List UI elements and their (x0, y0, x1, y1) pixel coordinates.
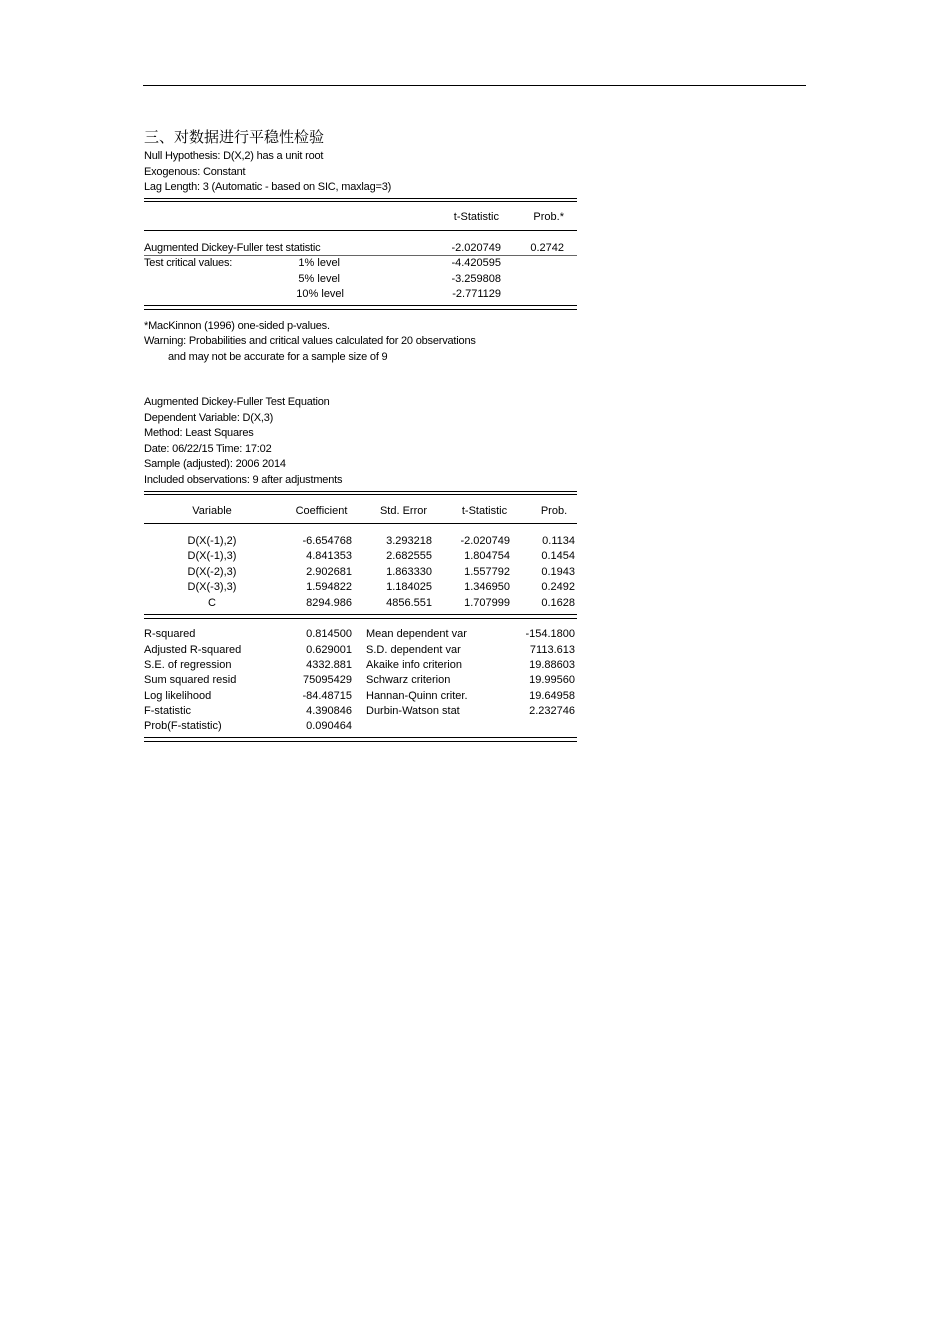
page-header-rule (143, 85, 806, 86)
coef-header-stderror: Std. Error (379, 505, 428, 517)
adf-level-1-value: -4.420595 (451, 257, 501, 269)
row-coefficient: -6.654768 (302, 535, 352, 547)
row-prob: 0.1134 (542, 535, 575, 547)
row-stderror: 3.293218 (386, 535, 432, 547)
stat-value: 75095429 (303, 674, 352, 686)
stat-label-right: Akaike info criterion (366, 659, 462, 671)
stat-label-right: Durbin-Watson stat (366, 705, 460, 717)
adf-table (144, 198, 577, 313)
stat-value-right: 7113.613 (529, 644, 575, 656)
adf-col-prob: Prob.* (533, 211, 564, 223)
stat-label: R-squared (144, 628, 196, 640)
row-stderror: 2.682555 (386, 550, 432, 562)
stat-label-right: Hannan-Quinn criter. (366, 690, 468, 702)
coef-header-rule (144, 523, 577, 524)
stat-value-right: 19.64958 (529, 690, 575, 702)
included-observations: Included observations: 9 after adjustments (144, 474, 343, 486)
adf-level-10-value: -2.771129 (452, 288, 501, 300)
adf-stat-rule (144, 255, 577, 256)
method: Method: Least Squares (144, 427, 254, 439)
sample: Sample (adjusted): 2006 2014 (144, 458, 286, 470)
stat-label-right: Mean dependent var (366, 628, 467, 640)
coef-top-rule (144, 491, 577, 495)
stat-label: S.E. of regression (144, 659, 232, 671)
adf-bottom-rule (144, 305, 577, 310)
row-prob: 0.2492 (541, 581, 575, 593)
exogenous: Exogenous: Constant (144, 166, 246, 178)
row-stderror: 1.184025 (386, 581, 432, 593)
adf-level-5-value: -3.259808 (451, 273, 501, 285)
adf-stat-value: -2.020749 (451, 242, 501, 254)
stat-value: 4.390846 (306, 705, 352, 717)
row-variable: D(X(-1),3) (187, 550, 237, 562)
stat-value-right: -154.1800 (525, 628, 575, 640)
coef-mid-rule (144, 614, 577, 619)
row-variable: D(X(-2),3) (187, 566, 237, 578)
row-prob: 0.1943 (541, 566, 575, 578)
stat-label: Prob(F-statistic) (144, 720, 222, 732)
dependent-variable: Dependent Variable: D(X,3) (144, 412, 274, 424)
adf-stat-prob: 0.2742 (530, 242, 564, 254)
row-variable: D(X(-3),3) (187, 581, 237, 593)
adf-header-rule (144, 230, 577, 231)
stat-value: 0.629001 (306, 644, 352, 656)
adf-stat-label: Augmented Dickey-Fuller test statistic (144, 242, 321, 254)
row-tstat: 1.804754 (464, 550, 510, 562)
stat-label: F-statistic (144, 705, 192, 717)
row-tstat: 1.346950 (464, 581, 510, 593)
adf-level-1-label: 1% level (298, 257, 340, 269)
stat-value-right: 19.88603 (529, 659, 575, 671)
stat-label: Sum squared resid (144, 674, 237, 686)
row-tstat: -2.020749 (460, 535, 510, 547)
coef-header-tstat: t-Statistic (461, 505, 508, 517)
row-stderror: 4856.551 (386, 597, 432, 609)
row-coefficient: 4.841353 (306, 550, 352, 562)
null-hypothesis: Null Hypothesis: D(X,2) has a unit root (144, 150, 324, 162)
coef-header-variable: Variable (192, 505, 232, 517)
section-title: 三、对数据进行平稳性检验 (144, 128, 325, 146)
row-prob: 0.1628 (541, 597, 575, 609)
coef-header-coefficient: Coefficient (295, 505, 348, 517)
stat-value-right: 19.99560 (529, 674, 575, 686)
row-tstat: 1.557792 (464, 566, 510, 578)
row-stderror: 1.863330 (386, 566, 432, 578)
stat-value: 4332.881 (306, 659, 352, 671)
adf-top-rule (144, 198, 577, 202)
adf-level-10-label: 10% level (296, 288, 344, 300)
row-coefficient: 1.594822 (306, 581, 352, 593)
stat-value: 0.814500 (306, 628, 352, 640)
lag-length: Lag Length: 3 (Automatic - based on SIC, maxlag=3) (144, 181, 392, 193)
adf-crit-label: Test critical values: (144, 257, 233, 269)
row-variable: C (208, 597, 216, 609)
mackinnon-note: *MacKinnon (1996) one-sided p-values. (144, 320, 330, 332)
warning-note-continued: and may not be accurate for a sample size of 9 (168, 351, 388, 363)
adf-col-tstat: t-Statistic (453, 211, 499, 223)
stat-value: 0.090464 (306, 720, 352, 732)
equation-title: Augmented Dickey-Fuller Test Equation (144, 396, 330, 408)
row-tstat: 1.707999 (464, 597, 510, 609)
row-variable: D(X(-1),2) (187, 535, 237, 547)
coef-bottom-rule (144, 737, 577, 742)
stat-value: -84.48715 (302, 690, 352, 702)
warning-note: Warning: Probabilities and critical values calculated for 20 observations (144, 335, 476, 347)
stat-label: Adjusted R-squared (144, 644, 242, 656)
coef-header-prob: Prob. (540, 505, 568, 517)
stat-label-right: S.D. dependent var (366, 644, 461, 656)
stat-value-right: 2.232746 (529, 705, 575, 717)
coefficient-table (144, 491, 577, 743)
row-coefficient: 8294.986 (306, 597, 352, 609)
row-prob: 0.1454 (541, 550, 575, 562)
stat-label: Log likelihood (144, 690, 212, 702)
adf-level-5-label: 5% level (298, 273, 340, 285)
row-coefficient: 2.902681 (306, 566, 352, 578)
date-time: Date: 06/22/15 Time: 17:02 (144, 443, 272, 455)
stat-label-right: Schwarz criterion (366, 674, 451, 686)
